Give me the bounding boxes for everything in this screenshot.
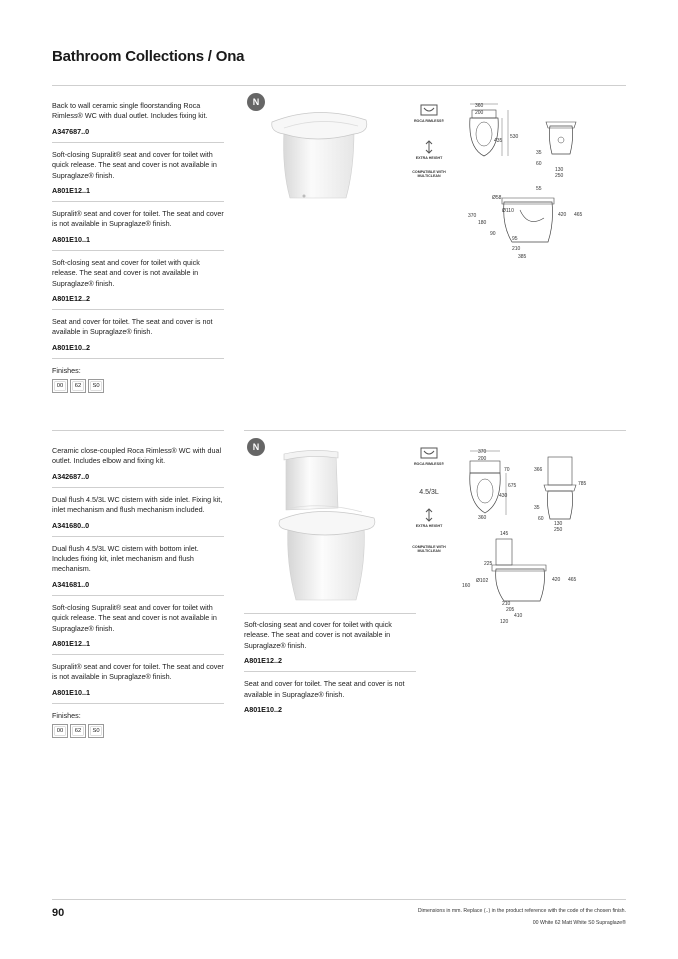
dim-label: 120 bbox=[500, 619, 509, 625]
accessory-reference: A801E10..1 bbox=[52, 687, 90, 697]
finish-swatches bbox=[52, 379, 224, 393]
new-badge: N bbox=[247, 93, 265, 111]
dim-label: 200 bbox=[475, 110, 484, 116]
dim-label: 205 bbox=[506, 607, 515, 613]
feature-label: COMPATIBLE WITH MULTICLEAN bbox=[412, 170, 446, 179]
dim-label: 180 bbox=[478, 220, 487, 226]
dim-label: 420 bbox=[552, 577, 561, 583]
dim-label: 60 bbox=[536, 161, 542, 167]
finish-chip: 62 bbox=[70, 724, 86, 738]
wc-close-coupled-image bbox=[266, 446, 386, 606]
feature-multiclean bbox=[410, 545, 448, 554]
dim-label: 465 bbox=[574, 212, 583, 218]
rimless-icon bbox=[420, 103, 438, 117]
product-reference: A347687..0 bbox=[52, 126, 90, 136]
accessory-description: Seat and cover for toilet. The seat and cover is not available in Supraglaze® finish. bbox=[52, 317, 213, 337]
dim-label: 360 bbox=[475, 103, 484, 109]
divider bbox=[52, 536, 224, 537]
wc-back-to-wall-image bbox=[262, 100, 382, 205]
dim-label: 675 bbox=[508, 483, 517, 489]
dim-label: 130 bbox=[554, 521, 563, 527]
dim-label: 145 bbox=[500, 531, 509, 537]
height-icon bbox=[420, 140, 438, 154]
dim-label: 160 bbox=[462, 583, 471, 589]
finish-chip: 00 bbox=[52, 724, 68, 738]
feature-extra-height bbox=[410, 508, 448, 528]
accessory-reference: A801E10..2 bbox=[52, 342, 90, 352]
feature-dual-flush bbox=[410, 488, 448, 497]
section-divider bbox=[244, 430, 626, 431]
dim-label: 250 bbox=[554, 527, 563, 533]
accessory-description: Soft-closing seat and cover for toilet with quick release. The seat and cover is not available in Supraglaze® finish. bbox=[244, 620, 392, 650]
section2-text-column bbox=[52, 446, 224, 738]
finish-chip: 62 bbox=[70, 379, 86, 393]
new-badge: N bbox=[247, 438, 265, 456]
dim-label: Ø58 bbox=[492, 195, 502, 201]
accessory-description: Soft-closing Supralit® seat and cover for toilet with quick release. The seat and cover is not available in Supraglaze® finish. bbox=[52, 149, 217, 180]
dim-label: 90 bbox=[490, 231, 496, 237]
finishes-legend: 00 White 62 Matt White S0 Supraglaze® bbox=[532, 920, 626, 926]
divider bbox=[52, 309, 224, 310]
divider bbox=[52, 142, 224, 143]
feature-extra-height bbox=[410, 140, 448, 160]
dim-label: 430 bbox=[499, 493, 508, 499]
accessory-reference: A801E12..2 bbox=[244, 656, 282, 666]
divider bbox=[52, 703, 224, 704]
feature-label: 4.5/3L bbox=[419, 489, 439, 496]
section2-mid-column bbox=[244, 620, 416, 714]
feature-label: EXTRA HEIGHT bbox=[415, 156, 443, 160]
accessory-reference: A801E12..2 bbox=[52, 294, 90, 304]
product-description: Back to wall ceramic single floorstanding Roca Rimless® WC with dual outlet. Includes fixing kit. bbox=[52, 101, 208, 121]
dim-label: Ø110 bbox=[502, 208, 514, 214]
footnote: Dimensions in mm. Replace (..) in the product reference with the code of the chosen finish. bbox=[417, 908, 626, 914]
accessory-description: Supralit® seat and cover for toilet. The seat and cover is not available in Supraglaze® finish. bbox=[52, 662, 224, 682]
accessory-description: Soft-closing Supralit® seat and cover for toilet with quick release. The seat and cover is not available in Supraglaze® finish. bbox=[52, 602, 217, 633]
feature-label: COMPATIBLE WITH MULTICLEAN bbox=[412, 545, 446, 554]
section1-text-column bbox=[52, 101, 224, 393]
height-icon bbox=[420, 508, 438, 522]
dim-label: 435 bbox=[494, 138, 503, 144]
divider bbox=[52, 250, 224, 251]
page-title: Bathroom Collections / Ona bbox=[52, 48, 245, 65]
dim-label: 200 bbox=[478, 456, 487, 462]
footer-divider bbox=[52, 899, 626, 900]
feature-label: ROCA RIMLESS® bbox=[413, 462, 445, 466]
feature-label: ROCA RIMLESS® bbox=[413, 119, 445, 123]
feature-label: EXTRA HEIGHT bbox=[415, 524, 443, 528]
finish-chip: S0 bbox=[88, 724, 104, 738]
feature-rimless bbox=[410, 446, 448, 466]
dim-label: 60 bbox=[538, 516, 544, 522]
dim-label: 370 bbox=[478, 449, 487, 455]
dim-label: 420 bbox=[558, 212, 567, 218]
dim-label: 70 bbox=[504, 467, 510, 473]
dim-label: 530 bbox=[510, 134, 519, 140]
title-divider bbox=[52, 85, 626, 86]
accessory-reference: A341680..0 bbox=[52, 520, 90, 530]
accessory-description: Dual flush 4.5/3L WC cistern with bottom inlet. Includes fixing kit, inlet mechanism and flush mechanism. bbox=[52, 543, 199, 574]
accessory-description: Soft-closing seat and cover for toilet with quick release. The seat and cover is not available in Supraglaze® finish. bbox=[52, 257, 200, 288]
dim-label: 35 bbox=[536, 150, 542, 156]
divider bbox=[52, 201, 224, 202]
dim-label: 410 bbox=[514, 613, 523, 619]
divider bbox=[244, 671, 416, 672]
dim-label: 370 bbox=[468, 213, 477, 219]
accessory-reference: A801E12..1 bbox=[52, 186, 90, 196]
finishes-label: Finishes: bbox=[52, 710, 81, 720]
technical-drawing-2 bbox=[462, 443, 627, 633]
dim-label: 360 bbox=[478, 515, 487, 521]
divider bbox=[52, 358, 224, 359]
accessory-reference: A801E10..2 bbox=[244, 705, 282, 715]
accessory-reference: A801E10..1 bbox=[52, 234, 90, 244]
dim-label: Ø102 bbox=[476, 578, 489, 584]
divider bbox=[244, 613, 416, 614]
dim-label: 385 bbox=[518, 254, 527, 260]
product-reference: A342687..0 bbox=[52, 471, 90, 481]
finishes-label: Finishes: bbox=[52, 365, 81, 375]
dim-label: 210 bbox=[502, 601, 511, 607]
dim-label: 35 bbox=[534, 505, 540, 511]
divider bbox=[52, 487, 224, 488]
dim-label: 785 bbox=[578, 481, 587, 487]
dim-label: 465 bbox=[568, 577, 577, 583]
dim-label: 210 bbox=[512, 246, 521, 252]
feature-multiclean bbox=[410, 170, 448, 179]
accessory-description: Seat and cover for toilet. The seat and cover is not available in Supraglaze® finish. bbox=[244, 679, 405, 699]
feature-rimless bbox=[410, 103, 448, 123]
finish-chip: 00 bbox=[52, 379, 68, 393]
accessory-description: Dual flush 4.5/3L WC cistern with side inlet. Fixing kit, inlet mechanism and flush mechanism included. bbox=[52, 494, 223, 515]
finish-swatches bbox=[52, 724, 224, 738]
dim-label: 95 bbox=[512, 236, 518, 242]
page-number: 90 bbox=[52, 907, 65, 919]
accessory-reference: A801E12..1 bbox=[52, 639, 90, 649]
section-divider bbox=[52, 430, 224, 431]
dim-label: 55 bbox=[536, 186, 542, 192]
product-description: Ceramic close-coupled Roca Rimless® WC with dual outlet. Includes elbow and fixing kit. bbox=[52, 446, 222, 466]
accessory-description: Supralit® seat and cover for toilet. The seat and cover is not available in Supraglaze® finish. bbox=[52, 209, 224, 229]
dim-label: 130 bbox=[555, 167, 564, 173]
divider bbox=[52, 595, 224, 596]
dim-label: 366 bbox=[534, 467, 543, 473]
dim-label: 250 bbox=[555, 173, 564, 179]
accessory-reference: A341681..0 bbox=[52, 579, 90, 589]
dim-label: 225 bbox=[484, 561, 493, 567]
rimless-icon bbox=[420, 446, 438, 460]
technical-drawing-1 bbox=[462, 98, 627, 263]
finish-chip: S0 bbox=[88, 379, 104, 393]
divider bbox=[52, 654, 224, 655]
